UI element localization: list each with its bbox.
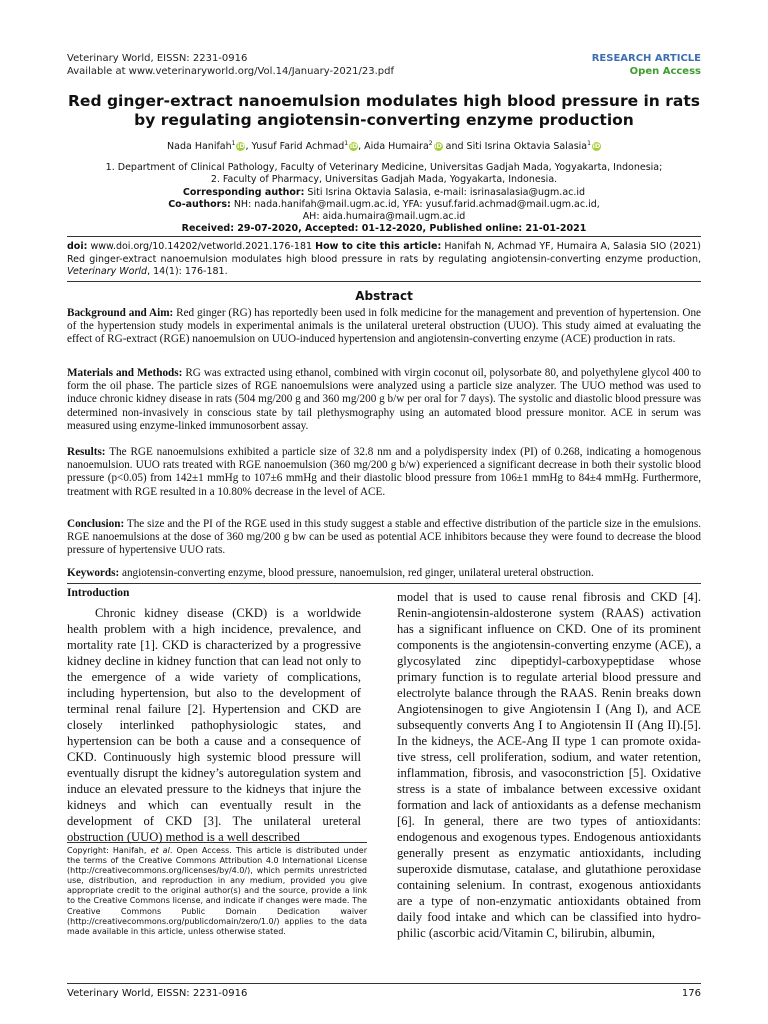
conclusion-label: Conclusion: <box>67 518 125 530</box>
orcid-icon[interactable]: iD <box>434 142 442 151</box>
cite-label: How to cite this article: <box>315 241 442 252</box>
keywords-text: angiotensin-converting enzyme, blood pressure, nanoemulsion, red ginger, unilateral ureteral obstruction. <box>119 567 594 579</box>
orcid-icon[interactable]: iD <box>237 142 245 151</box>
keywords <box>67 567 701 580</box>
divider <box>67 583 701 584</box>
cite-text: Hanifah N, Achmad YF, Humaira A, Salasia SIO (2021) Red ginger-extract nanoemulsion modulates high blood pressure in rats by regulating angiotensin-converting enzyme production, <box>67 241 701 265</box>
divider <box>67 236 701 237</box>
orcid-icon[interactable]: iD <box>592 142 601 151</box>
conclusion-text: The size and the PI of the RGE used in this study suggest a stable and effective distribution of the particle size in the emulsions. RGE nanoemulsions at the dose of 360 mg/200 g bw can be used as potential ACE inhibitors because they were found to decrease the blood pressure of hypertensive UUO rats. <box>67 518 701 557</box>
affiliation-2: 2. Faculty of Pharmacy, Universitas Gadjah Mada, Yogyakarta, Indonesia. <box>210 174 558 186</box>
corresponding-label: Corresponding author: <box>182 186 305 198</box>
affiliation-1: 1. Department of Clinical Pathology, Faculty of Veterinary Medicine, Universitas Gadjah Mada, Yogyakarta, Indonesia; <box>105 162 663 173</box>
page-number: 176 <box>681 988 701 999</box>
open-access-label: Open Access <box>629 66 701 77</box>
background-label: Background and Aim: <box>67 307 174 319</box>
results-label: Results: <box>67 446 106 458</box>
affiliation-marker: 2 <box>428 140 433 147</box>
cite-tail: , 14(1): 176-181. <box>147 266 228 277</box>
keywords-label: Keywords: <box>67 567 120 579</box>
copyright-prefix: Copyright: Hanifah, <box>67 846 151 855</box>
article-title <box>67 92 701 130</box>
introduction-right-column: model that is used to cause renal fibrosis and CKD [4]. Renin-angiotensin-aldosterone system (RAAS) activation has a significant influence on CKD. One of its prominent components is the angiotensin-converting enzyme (ACE), a glycosylated zinc dipeptidyl-carboxypeptidase whose primary function is to regulate arterial blood pressure and electrolyte balance through the RAAS. Renin breaks down Angiotensinogen to give Angiotensin I (Ang I), and ACE subsequently converts Ang I to Angiotensin II (Ang II).[5]. In the kidneys, the ACE-Ang II type 1 can promote oxidative stress, cell proliferation, sodium, and water retention, inflammation, fibrosis, and vasoconstriction [5]. Oxidative stress is a state of imbalance between excessive oxidant formation and lack of antioxidants as a defense mechanism [6]. In general, there are two types of antioxidants: endogenous and exogenous types. Endogenous antioxidants generally present as enzymatic antioxidants, including superoxide dismutase, catalase, and glutathione peroxidase containing selenium. In contrast, exogenous antioxidants are a type of non-enzymatic antioxidants obtained from daily food intake and which can be classified into hydrophilic (ascorbic acid/Vitamin C, bilirubin, albumin, <box>397 590 701 940</box>
divider <box>67 842 367 843</box>
available-line: Available at www.veterinaryworld.org/Vol.14/January-2021/23.pdf <box>67 66 394 77</box>
author-name: Nada Hanifah <box>167 141 232 153</box>
co-authors <box>67 199 701 211</box>
co-authors-line-2[interactable]: AH: aida.humaira@mail.ugm.ac.id <box>302 211 466 223</box>
co-authors-value[interactable]: NH: nada.hanifah@mail.ugm.ac.id, YFA: yusuf.farid.achmad@mail.ugm.ac.id, <box>230 198 600 210</box>
title-line-1: Red ginger-extract nanoemulsion modulates high blood pressure in rats <box>68 92 700 110</box>
divider <box>67 983 701 984</box>
doi-label: doi: <box>67 241 88 252</box>
abstract-heading: Abstract <box>355 289 413 303</box>
methods-text: RG was extracted using ethanol, combined with virgin coconut oil, polysorbate 80, and polyethylene glycol 400 to form the oil phase. The particle sizes of RGE nanoemulsions were analyzed using a particle size analyzer. The UUO method was used to induce chronic kidney disease in rats (504 mg/200 g and 360 mg/200 g b/w per oral for 7 days). The systolic and diastolic blood pressure was determined non-invasively in conscious state by tail plethysmography using an automated blood pressure monitor. ACE in serum was measured using enzyme-linked immunosorbent assay. <box>67 367 701 432</box>
introduction-left-column: Chronic kidney disease (CKD) is a worldwide health problem with a high incidence, prevalence, and mortality rate [1]. CKD is characterized by a progressive kidney decline in kidney function that can lead not only to the emergence of a wide variety of complications, including hypertension, but also to the development of terminal renal failure [2]. Hypertension and CKD are closely interlinked pathophysiologic states, and hypertension can be both a cause and a consequence of CKD. Continuously high systemic blood pressure will eventually disrupt the kidney’s autoregulation system and induce an elevated pressure to the kidneys that injure the kidneys and which can eventually result in the development of CKD [3]. The unilateral ureteral obstruction (UUO) method is a well described <box>67 606 361 844</box>
methods-label: Materials and Methods: <box>67 367 183 379</box>
footer-journal: Veterinary World, EISSN: 2231-0916 <box>67 988 248 999</box>
doi-link[interactable]: www.doi.org/10.14202/vetworld.2021.176-181 <box>87 241 316 252</box>
author-list: Nada Hanifah$^1$ iD, Yusuf Farid Achmad$^1$ iD, Aida Humaira$^2$ iD and Siti Isrina Oktavia Salasia$^1$ iD <box>167 140 601 153</box>
affiliation-marker: 1 <box>587 140 591 147</box>
copyright-notice <box>67 846 367 937</box>
results-text: The RGE nanoemulsions exhibited a particle size of 32.8 nm and a polydispersity index (PI) of 0.268, indicating a homogenous nanoemulsion. UUO rats treated with RGE nanoemulsion (360 mg/200 g b/w) experienced a significant decrease in both their systolic blood pressure (p<0.05) from 142±1 mmHg to 107±6 mmHg and their diastolic blood pressure from 106±1 mmHg to 84±4 mmHg. Furthermore, treatment with RGE resulted in a 10.80% decrease in the level of ACE. <box>67 446 701 498</box>
introduction-heading: Introduction <box>67 587 130 599</box>
author-name: and Siti Isrina Oktavia Salasia <box>445 141 588 153</box>
copyright-body: . Open Access. This article is distributed under the terms of the Creative Commons Attribution 4.0 International License (http://creativecommons.org/licenses/by/4.0/), which permits unrestricted use, distribution, and reproduction in any medium, provided you give appropriate credit to the original author(s) and the source, provide a link to the Creative Commons license, and indicate if changes were made. The Creative Commons Public Domain Dedication waiver (http://creativecommons.org/publicdomain/zero/1.0/) applies to the data made available in this article, unless otherwise stated. <box>67 846 367 936</box>
affiliations <box>67 162 701 236</box>
affiliation-marker: 1 <box>344 140 349 147</box>
publication-dates: Received: 29-07-2020, Accepted: 01-12-2020, Published online: 21-01-2021 <box>181 223 587 235</box>
co-authors-label: Co-authors: <box>168 198 231 210</box>
author-name: Aida Humaira <box>364 141 429 153</box>
article-type-block <box>592 52 701 78</box>
article-type: RESEARCH ARTICLE <box>591 53 701 64</box>
abstract-conclusion <box>67 518 701 558</box>
citation-block <box>67 241 701 279</box>
running-header <box>67 52 394 78</box>
affiliation-marker: 1 <box>231 140 236 147</box>
cite-journal: Veterinary World <box>67 266 148 277</box>
corresponding-value[interactable]: Siti Isrina Oktavia Salasia, e-mail: isrinasalasia@ugm.ac.id <box>304 186 586 198</box>
background-text: Red ginger (RG) has reportedly been used in folk medicine for the management and prevention of hypertension. One of the hypertension study models in experimental animals is the unilateral ureteral obstruction (UUO). This study aimed at evaluating the effect of RG-extract (RGE) nanoemulsion on UUO-induced hypertension and angiotensin-converting enzyme (ACE) production in rats. <box>67 307 701 346</box>
corresponding-author <box>67 187 701 199</box>
abstract-methods <box>67 367 701 433</box>
title-line-2: by regulating angiotensin-converting enzyme production <box>134 111 634 129</box>
abstract-results <box>67 446 701 499</box>
orcid-icon[interactable]: iD <box>349 142 358 151</box>
journal-line: Veterinary World, EISSN: 2231-0916 <box>67 53 248 64</box>
copyright-etal: et al <box>150 846 170 855</box>
abstract-background <box>67 307 701 347</box>
divider <box>67 281 701 282</box>
author-name: Yusuf Farid Achmad <box>251 141 345 153</box>
